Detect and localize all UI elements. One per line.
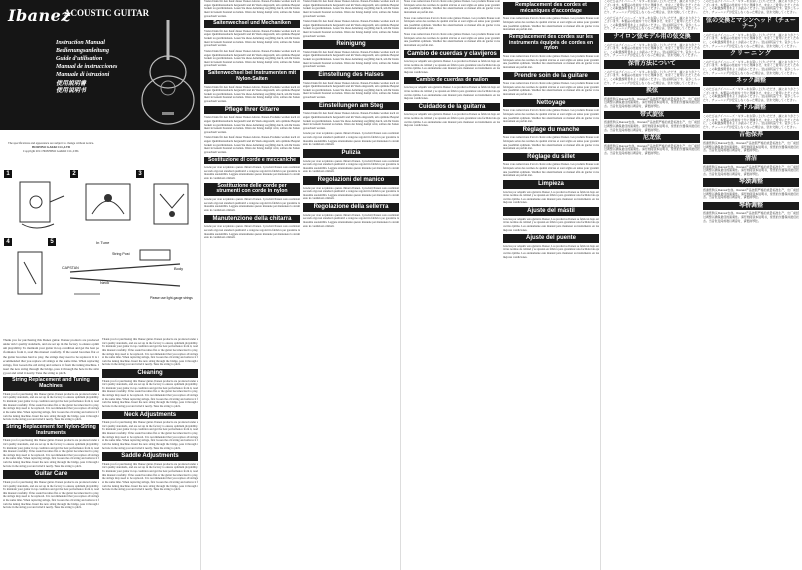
string-winding-figure-icon [82,174,134,234]
title-de: Bedienungsanleitung [56,47,110,54]
section-text: Grazie per aver acquistato questa chitarra Ibanez. I prodotti Ibanez sono realizzati secondo rigorosi standard qualitativi e vengono regolati in fabbrica per garantire la massima suonabilità. Leggete attentamente questo manuale per mantenere lo strumento in condizioni ottimali. [303,212,399,228]
section-heading: Sostituzione delle corde per strumenti con corde in nylon [204,183,300,196]
section-text: このたびはアイバニーズ・ギターをお買い上げいただき、誠にありがとうございます。本製品の性能を十分に発揮させ、末永くご愛用いただくために、この取扱説明書をよくお読みください。弦は消耗品です。音がこもったり、チューニングが安定しなくなった場合は、弦を交換してください。 [703,86,799,102]
section-text: Vielen Dank für den Kauf dieser Ibanez-Gitarre. Ibanez-Produkte werden nach strengen Qualitätsstandards hergestellt und im Werk eingestellt, um optimale Bespielbarkeit zu gewährleisten. Lesen Sie diese Anleitung sorgfältig durch, um Ihr Instrument in bestem Zustand zu halten. Wenn der Klang dumpf wird, sollten die Saiten gewechselt werden. [303,0,399,18]
section-text: このたびはアイバニーズ・ギターをお買い上げいただき、誠にありがとうございます。本製品の性能を十分に発揮させ、末永くご愛用いただくために、この取扱説明書をよくお読みください。弦は消耗品です。音がこもったり、チューニングが安定しなくなった場合は、弦を交換してください。 [703,59,799,75]
section-text: 感谢您购买Ibanez吉他。Ibanez产品按照严格的质量标准生产，出厂前经过调整以确保最佳的演奏性。请仔细阅读本说明书，使您的乐器保持最佳状态。当音色变闷或难以调音时，请更换琴弦。 [703,188,799,200]
guitar-illustration-icon [120,20,200,130]
section-text: Nous vous remercions d'avoir choisi cette guitare Ibanez. Les produits Ibanez sont fabriqués selon des normes de qualité strictes et sont réglés en usine pour garantir une jouabilité optimale. Veuillez lire attentivement ce manuel afin de garder votre instrument en parfait état. [404,0,500,14]
section-heading: 带式旋弦 [604,111,700,120]
section-text: Nous vous remercions d'avoir choisi cette guitare Ibanez. Les produits Ibanez sont fabriqués selon des normes de qualité strictes et sont réglés en usine pour garantir une jouabilité optimale. Veuillez lire attentivement ce manuel afin de garder votre instrument en parfait état. [503,16,599,32]
bridge-pin-figure-icon [148,174,196,234]
manual-titles [56,40,117,95]
section-heading: Prendre soin de la guitare [503,72,599,81]
section-text: Grazie per aver acquistato questa chitarra Ibanez. I prodotti Ibanez sono realizzati secondo rigorosi standard qualitativi e vengono regolati in fabbrica per garantire la massima suonabilità. Leggete attentamente questo manuale per mantenere lo strumento in condizioni ottimali. [204,197,300,213]
section-heading: Cambio de cuerdas de nailon [404,77,500,85]
section-heading: Limpieza [503,180,599,189]
section-heading: 琴桥调整 [703,202,799,211]
section-text: Thank you for purchasing this Ibanez guitar. Ibanez products are produced under strict quality standards, and are set up in the factory to ensure optimum playability. To maintain your guitar in top condition and get the best performance from it, read this manual carefully. If the sound becomes flat or the guitar becomes hard to play, the strings may need to be replaced. It is recommended that you replace all strings at the same time. When replacing strings, first loosen the old string and remove it from the tuning machine. Insert the new string through the bridge, pass it through the hole in the string post and wind it neatly. Tune the string to pitch. [102,420,198,450]
section-text: Nous vous remercions d'avoir choisi cette guitare Ibanez. Les produits Ibanez sont fabriqués selon des normes de qualité strictes et sont réglés en usine pour garantir une jouabilité optimale. Veuillez lire attentivement ce manuel afin de garder votre instrument en parfait état. [503,108,599,124]
title-zh: 使用说明书 [56,87,87,95]
section-text: 感谢您购买Ibanez吉他。Ibanez产品按照严格的质量标准生产，出厂前经过调整以确保最佳的演奏性。请仔细阅读本说明书，使您的乐器保持最佳状态。当音色变闷或难以调音时，请更换琴弦。 [703,164,799,176]
section-text: Nous vous remercions d'avoir choisi cette guitare Ibanez. Les produits Ibanez sont fabriqués selon des normes de qualité strictes et sont réglés en usine pour garantir une jouabilité optimale. Veuillez lire attentivement ce manuel afin de garder votre instrument en parfait état. [503,135,599,151]
german-column-1 [204,0,300,570]
section-text: Vielen Dank für den Kauf dieser Ibanez-Gitarre. Ibanez-Produkte werden nach strengen Qualitätsstandards hergestellt und im Werk eingestellt, um optimale Bespielbarkeit zu gewährleisten. Lesen Sie diese Anleitung sorgfältig durch, um Ihr Instrument in bestem Zustand zu halten. Wenn der Klang dumpf wird, sollten die Saiten gewechselt werden. [303,111,399,130]
section-heading: 保管方法について [604,60,700,69]
section-text: 感谢您购买Ibanez吉他。Ibanez产品按照严格的质量标准生产，出厂前经过调整以确保最佳的演奏性。请仔细阅读本说明书，使您的乐器保持最佳状态。当音色变闷或难以调音时，请更换琴弦。 [703,141,799,153]
english-column-1 [3,338,99,570]
figure-number-3: 3 [136,170,144,178]
panel-english [0,0,200,570]
section-heading: 琴颈调整 [703,178,799,187]
panel-german-italian [200,0,401,570]
section-heading: 尼龙弦 [604,134,700,143]
cover-header [0,0,200,130]
section-text: 感谢您购买Ibanez吉他。Ibanez产品按照严格的质量标准生产，出厂前经过调整以确保最佳的演奏性。请仔细阅读本说明书，使您的乐器保持最佳状态。当音色变闷或难以调音时，请更换琴弦。 [604,120,700,132]
intro-text: Thank you for purchasing this Ibanez guitar. Ibanez products are produced under strict quality standards, and are set up in the factory to ensure optimum playability. To maintain your guitar in top condition and get the best performance from it, read this manual carefully. If the sound becomes flat or the guitar becomes hard to play, the strings may need to be replaced. It is recommended that you replace all strings at the same time. When replacing strings, first loosen the old string and remove it from the tuning machine. Insert the new string through the bridge, pass it through the hole in the string post and wind it neatly. Tune the string to pitch. [3,338,99,376]
label-neck: Neck [100,280,110,285]
section-text: 感谢您购买Ibanez吉他。Ibanez产品按照严格的质量标准生产，出厂前经过调整以确保最佳的演奏性。请仔细阅读本说明书，使您的乐器保持最佳状态。当音色变闷或难以调音时，请更换琴弦。 [604,96,700,109]
title-it: Manuale di istruzioni [56,71,110,78]
section-heading: Guitar Care [3,470,99,479]
section-heading: Réglage du manche [503,126,599,135]
section-text: Vielen Dank für den Kauf dieser Ibanez-Gitarre. Ibanez-Produkte werden nach strengen Qualitätsstandards hergestellt und im Werk eingestellt, um optimale Bespielbarkeit zu gewährleisten. Lesen Sie diese Anleitung sorgfältig durch, um Ihr Instrument in bestem Zustand zu halten. Wenn der Klang dumpf wird, sollten die Saiten gewechselt werden. [204,115,300,134]
section-text: このたびはアイバニーズ・ギターをお買い上げいただき、誠にありがとうございます。本製品の性能を十分に発揮させ、末永くご愛用いただくために、この取扱説明書をよくお読みください。弦は消耗品です。音がこもったり、チューニングが安定しなくなった場合は、弦を交換してください。 [604,0,700,14]
section-heading: Ajuste del mástil [503,207,599,216]
section-heading: Saitenwechsel und Mechaniken [204,20,300,28]
figure-caption: Please use light-gauge strings [150,296,193,300]
section-text: Gracias por adquirir esta guitarra Ibanez. Los productos Ibanez se fabrican bajo estrictas normas de calidad y se ajustan en fábrica para garantizar una facilidad de ejecución óptima. Lea atentamente este manual para mantener su instrumento en las mejores condiciones. [404,85,500,101]
section-text: Grazie per aver acquistato questa chitarra Ibanez. I prodotti Ibanez sono realizzati secondo rigorosi standard qualitativi e vengono regolati in fabbrica per garantire la massima suonabilità. Leggete attentamente questo manuale per mantenere lo strumento in condizioni ottimali. [204,165,300,181]
section-heading: Pulizia [303,149,399,158]
section-text: Vielen Dank für den Kauf dieser Ibanez-Gitarre. Ibanez-Produkte werden nach strengen Qualitätsstandards hergestellt und im Werk eingestellt, um optimale Bespielbarkeit zu gewährleisten. Lesen Sie diese Anleitung sorgfältig durch, um Ihr Instrument in bestem Zustand zu halten. Wenn der Klang dumpf wird, sollten die Saiten gewechselt werden. [303,19,399,38]
section-heading: Regolazioni del manico [303,176,399,185]
section-text: Gracias por adquirir esta guitarra Ibanez. Los productos Ibanez se fabrican bajo estrictas normas de calidad y se ajustan en fábrica para garantizar una facilidad de ejecución óptima. Lea atentamente este manual para mantener su instrumento en las mejores condiciones. [503,243,599,259]
section-heading: Ajuste del puente [503,234,599,243]
section-heading: サドル調整 [703,104,799,113]
section-heading: Réglage du sillet [503,153,599,162]
section-text: Vielen Dank für den Kauf dieser Ibanez-Gitarre. Ibanez-Produkte werden nach strengen Qualitätsstandards hergestellt und im Werk eingestellt, um optimale Bespielbarkeit zu gewährleisten. Lesen Sie diese Anleitung sorgfältig durch, um Ihr Instrument in bestem Zustand zu halten. Wenn der Klang dumpf wird, sollten die Saiten gewechselt werden. [204,0,300,18]
section-text: Thank you for purchasing this Ibanez guitar. Ibanez products are produced under strict quality standards, and are set up in the factory to ensure optimum playability. To maintain your guitar in top condition and get the best performance from it, read this manual carefully. If the sound becomes flat or the guitar becomes hard to play, the strings may need to be replaced. It is recommended that you replace all strings at the same time. When replacing strings, first loosen the old string and remove it from the tuning machine. Insert the new string through the bridge, pass it through the hole in the string post and wind it neatly. Tune the string to pitch. [3,438,99,468]
title-en: Instruction Manual [56,40,105,46]
figure-number-5: 5 [48,238,56,246]
label-body: Body [174,266,184,271]
section-heading: Remplacement des cordes sur les instruments équipés de cordes en nylon [503,34,599,53]
figure-number-2: 2 [70,170,78,178]
section-text: 感谢您购买Ibanez吉他。Ibanez产品按照严格的质量标准生产，出厂前经过调整以确保最佳的演奏性。请仔细阅读本说明书，使您的乐器保持最佳状态。当音色变闷或难以调音时，请更换琴弦。 [703,211,799,223]
section-text: Gracias por adquirir esta guitarra Ibanez. Los productos Ibanez se fabrican bajo estrictas normas de calidad y se ajustan en fábrica para garantizar una facilidad de ejecución óptima. Lea atentamente este manual para mantener su instrumento en las mejores condiciones. [404,59,500,74]
section-text: Vielen Dank für den Kauf dieser Ibanez-Gitarre. Ibanez-Produkte werden nach strengen Qualitätsstandards hergestellt und im Werk eingestellt, um optimale Bespielbarkeit zu gewährleisten. Lesen Sie diese Anleitung sorgfältig durch, um Ihr Instrument in bestem Zustand zu halten. Wenn der Klang dumpf wird, sollten die Saiten gewechselt werden. [204,28,300,48]
company-name: HOSHINO GAKKI CO.,LTD [31,144,71,149]
section-heading: 清洁 [703,155,799,164]
figure-panel [0,168,200,306]
section-text: Grazie per aver acquistato questa chitarra Ibanez. I prodotti Ibanez sono realizzati secondo rigorosi standard qualitativi e vengono regolati in fabbrica per garantire la massima suonabilità. Leggete attentamente questo manuale per mantenere lo strumento in condizioni ottimali. [303,158,399,174]
section-text: Vielen Dank für den Kauf dieser Ibanez-Gitarre. Ibanez-Produkte werden nach strengen Qualitätsstandards hergestellt und im Werk eingestellt, um optimale Bespielbarkeit zu gewährleisten. Lesen Sie diese Anleitung sorgfältig durch, um Ihr Instrument in bestem Zustand zu halten. Wenn der Klang dumpf wird, sollten die Saiten gewechselt werden. [204,135,300,154]
legal-line-1: The specifications and appearance are subject to change without notice. [8,141,94,145]
section-heading: Sostituzione di corde e meccaniche [204,157,300,165]
section-heading: Pflege Ihrer Gitarre [204,106,300,115]
section-text: 感谢您购买Ibanez吉他。Ibanez产品按照严格的质量标准生产，出厂前经过调整以确保最佳的演奏性。请仔细阅读本说明书，使您的乐器保持最佳状态。当音色变闷或难以调音时，请更换琴弦。 [604,143,700,155]
french-column-2 [503,0,599,570]
panel-japanese-chinese [600,0,802,570]
section-text: Grazie per aver acquistato questa chitarra Ibanez. I prodotti Ibanez sono realizzati secondo rigorosi standard qualitativi e vengono regolati in fabbrica per garantire la massima suonabilità. Leggete attentamente questo manuale per mantenere lo strumento in condizioni ottimali. [303,185,399,201]
english-column-2 [102,338,198,570]
section-heading: Regolazione della sellетта [303,203,399,212]
section-text: Nous vous remercions d'avoir choisi cette guitare Ibanez. Les produits Ibanez sont fabriqués selon des normes de qualité strictes et sont réglés en usine pour garantir une jouabilité optimale. Veuillez lire attentivement ce manuel afin de garder votre instrument en parfait état. [503,81,599,97]
section-text: Vielen Dank für den Kauf dieser Ibanez-Gitarre. Ibanez-Produkte werden nach strengen Qualitätsstandards hergestellt und im Werk eingestellt, um optimale Bespielbarkeit zu gewährleisten. Lesen Sie diese Anleitung sorgfältig durch, um Ihr Instrument in bestem Zustand zu halten. Wenn der Klang dumpf wird, sollten die Saiten gewechselt werden. [303,80,399,100]
title-fr: Guide d'utilisation [56,55,103,62]
section-heading: Manutenzione della chitarra [204,215,300,224]
pin-removal-figure-icon [14,244,46,302]
section-heading: Reinigung [303,40,399,49]
section-heading: Saddle Adjustments [102,452,198,461]
section-text: Grazie per aver acquistato questa chitarra Ibanez. I prodotti Ibanez sono realizzati secondo rigorosi standard qualitativi e vengono regolati in fabbrica per garantire la massima suonabilità. Leggete attentamente questo manuale per mantenere lo strumento in condizioni ottimali. [303,131,399,147]
section-text: Gracias por adquirir esta guitarra Ibanez. Los productos Ibanez se fabrican bajo estrictas normas de calidad y se ajustan en fábrica para garantizar una facilidad de ejecución óptima. Lea atentamente este manual para mantener su instrumento en las mejores condiciones. [404,112,500,128]
section-heading: クリーニング [703,50,799,59]
product-title: ACOUSTIC GUITAR [64,8,150,18]
section-heading: Neck Adjustments [102,411,198,420]
label-capstan: CAPSTAN [62,266,79,270]
section-heading: Cuidados de la guitarra [404,103,500,112]
section-heading: Einstellung des Halses [303,71,399,80]
section-heading: String Replacement for Nylon-String Instruments [3,424,99,437]
section-heading: String Replacement and Tuning Machines [3,377,99,390]
section-text: このたびはアイバニーズ・ギターをお買い上げいただき、誠にありがとうございます。本製品の性能を十分に発揮させ、末永くご愛用いただくために、この取扱説明書をよくお読みください。弦は消耗品です。音がこもったり、チューニングが安定しなくなった場合は、弦を交換してください。 [703,32,799,48]
section-text: このたびはアイバニーズ・ギターをお買い上げいただき、誠にありがとうございます。本製品の性能を十分に発揮させ、末永くご愛用いただくために、この取扱説明書をよくお読みください。弦は消耗品です。音がこもったり、チューニングが安定しなくなった場合は、弦を交換してください。 [703,113,799,129]
section-text: Thank you for purchasing this Ibanez guitar. Ibanez products are produced under strict quality standards, and are set up in the factory to ensure optimum playability. To maintain your guitar in top condition and get the best performance from it, read this manual carefully. If the sound becomes flat or the guitar becomes hard to play, the strings may need to be replaced. It is recommended that you replace all strings at the same time. When replacing strings, first loosen the old string and remove it from the tuning machine. Insert the new string through the bridge, pass it through the hole in the string post and wind it neatly. Tune the string to pitch. [102,338,198,367]
section-text: Vielen Dank für den Kauf dieser Ibanez-Gitarre. Ibanez-Produkte werden nach strengen Qualitätsstandards hergestellt und im Werk eingestellt, um optimale Bespielbarkeit zu gewährleisten. Lesen Sie diese Anleitung sorgfältig durch, um Ihr Instrument in bestem Zustand zu halten. Wenn der Klang dumpf wird, sollten die Saiten gewechselt werden. [303,49,399,69]
section-text: Thank you for purchasing this Ibanez guitar. Ibanez products are produced under strict quality standards, and are set up in the factory to ensure optimum playability. To maintain your guitar in top condition and get the best performance from it, read this manual carefully. If the sound becomes flat or the guitar becomes hard to play, the strings may need to be replaced. It is recommended that you replace all strings at the same time. When replacing strings, first loosen the old string and remove it from the tuning machine. Insert the new string through the bridge, pass it through the hole in the string post and wind it neatly. Tune the string to pitch. [3,391,99,422]
japanese-column-2 [703,0,799,570]
section-text: Thank you for purchasing this Ibanez guitar. Ibanez products are produced under strict quality standards, and are set up in the factory to ensure optimum playability. To maintain your guitar in top condition and get the best performance from it, read this manual carefully. If the sound becomes flat or the guitar becomes hard to play, the strings may need to be replaced. It is recommended that you replace all strings at the same time. When replacing strings, first loosen the old string and remove it from the tuning machine. Insert the new string through the bridge, pass it through the hole in the string post and wind it neatly. Tune the string to pitch. [102,378,198,408]
section-heading: Einstellungen am Steg [303,102,399,111]
english-text-area [0,338,200,570]
section-heading: Saitenwechsel bei Instrumenten mit Nylon-Saiten [204,70,300,83]
section-heading: Nettoyage [503,99,599,108]
section-heading: 弦の交換とマシンヘッド（チューナー） [703,17,799,32]
title-ja: 使用説明書 [56,79,87,87]
panel-french-spanish [400,0,601,570]
section-heading: Cambio de cuerdas y clavijeros [404,50,500,59]
legal-info [3,142,99,154]
japanese-column-1 [604,0,700,570]
section-text: Nous vous remercions d'avoir choisi cette guitare Ibanez. Les produits Ibanez sont fabriqués selon des normes de qualité strictes et sont réglés en usine pour garantir une jouabilité optimale. Veuillez lire attentivement ce manuel afin de garder votre instrument en parfait état. [404,15,500,31]
section-text: Nous vous remercions d'avoir choisi cette guitare Ibanez. Les produits Ibanez sont fabriqués selon des normes de qualité strictes et sont réglés en usine pour garantir une jouabilité optimale. Veuillez lire attentivement ce manuel afin de garder votre instrument en parfait état. [503,162,599,178]
section-heading: ネック調整 [703,77,799,86]
figure-number-1: 1 [4,170,12,178]
section-text: Grazie per aver acquistato questa chitarra Ibanez. I prodotti Ibanez sono realizzati secondo rigorosi standard qualitativi e vengono regolati in fabbrica per garantire la massima suonabilità. Leggete attentamente questo manuale per mantenere lo strumento in condizioni ottimali. [204,224,300,240]
section-heading: 吉他保养 [703,131,799,140]
title-es: Manual de instrucciones [56,63,118,70]
section-heading: ナイロン弦モデル用の弦交換 [604,33,700,42]
section-text: Nous vous remercions d'avoir choisi cette guitare Ibanez. Les produits Ibanez sont fabriqués selon des normes de qualité strictes et sont réglés en usine pour garantir une jouabilité optimale. Veuillez lire attentivement ce manuel afin de garder votre instrument en parfait état. [503,54,599,69]
label-string-post: String Post [112,252,130,256]
section-text: Thank you for purchasing this Ibanez guitar. Ibanez products are produced under strict quality standards, and are set up in the factory to ensure optimum playability. To maintain your guitar in top condition and get the best performance from it, read this manual carefully. If the sound becomes flat or the guitar becomes hard to play, the strings may need to be replaced. It is recommended that you replace all strings at the same time. When replacing strings, first loosen the old string and remove it from the tuning machine. Insert the new string through the bridge, pass it through the hole in the string post and wind it neatly. Tune the string to pitch. [102,461,198,492]
section-text: このたびはアイバニーズ・ギターをお買い上げいただき、誠にありがとうございます。本製品の性能を十分に発揮させ、末永くご愛用いただくために、この取扱説明書をよくお読みください。弦は消耗品です。音がこもったり、チューニングが安定しなくなった場合は、弦を交換してください。 [604,15,700,31]
label-in-tune: In Tune [96,240,110,245]
copyright: Copyright 2011 HOSHINO GAKKI CO.,LTD. [22,148,80,153]
section-text: このたびはアイバニーズ・ギターをお買い上げいただき、誠にありがとうございます。本製品の性能を十分に発揮させ、末永くご愛用いただくために、この取扱説明書をよくお読みください。弦は消耗品です。音がこもったり、チューニングが安定しなくなった場合は、弦を交換してください。 [703,0,799,14]
section-text: Thank you for purchasing this Ibanez guitar. Ibanez products are produced under strict quality standards, and are set up in the factory to ensure optimum playability. To maintain your guitar in top condition and get the best performance from it, read this manual carefully. If the sound becomes flat or the guitar becomes hard to play, the strings may need to be replaced. It is recommended that you replace all strings at the same time. When replacing strings, first loosen the old string and remove it from the tuning machine. Insert the new string through the bridge, pass it through the hole in the string post and wind it neatly. Tune the string to pitch. [3,479,99,510]
german-column-2 [303,0,399,570]
figure-number-4: 4 [4,238,12,246]
section-heading: Remplacement des cordes et mécaniques d'accordage [503,2,599,15]
tuning-peg-figure-icon [14,174,68,234]
section-text: Gracias por adquirir esta guitarra Ibanez. Los productos Ibanez se fabrican bajo estrictas normas de calidad y se ajustan en fábrica para garantizar una facilidad de ejecución óptima. Lea atentamente este manual para mantener su instrumento en las mejores condiciones. [503,189,599,205]
section-heading: Cleaning [102,369,198,378]
section-text: Vielen Dank für den Kauf dieser Ibanez-Gitarre. Ibanez-Produkte werden nach strengen Qualitätsstandards hergestellt und im Werk eingestellt, um optimale Bespielbarkeit zu gewährleisten. Lesen Sie diese Anleitung sorgfältig durch, um Ihr Instrument in bestem Zustand zu halten. Wenn der Klang dumpf wird, sollten die Saiten gewechselt werden. [204,48,300,68]
section-text: Vielen Dank für den Kauf dieser Ibanez-Gitarre. Ibanez-Produkte werden nach strengen Qualitätsstandards hergestellt und im Werk eingestellt, um optimale Bespielbarkeit zu gewährleisten. Lesen Sie diese Anleitung sorgfältig durch, um Ihr Instrument in bestem Zustand zu halten. Wenn der Klang dumpf wird, sollten die Saiten gewechselt werden. [204,84,300,104]
section-text: Gracias por adquirir esta guitarra Ibanez. Los productos Ibanez se fabrican bajo estrictas normas de calidad y se ajustan en fábrica para garantizar una facilidad de ejecución óptima. Lea atentamente este manual para mantener su instrumento en las mejores condiciones. [503,216,599,232]
section-text: Nous vous remercions d'avoir choisi cette guitare Ibanez. Les produits Ibanez sont fabriqués selon des normes de qualité strictes et sont réglés en usine pour garantir une jouabilité optimale. Veuillez lire attentivement ce manuel afin de garder votre instrument en parfait état. [404,32,500,47]
section-text: このたびはアイバニーズ・ギターをお買い上げいただき、誠にありがとうございます。本製品の性能を十分に発揮させ、末永くご愛用いただくために、この取扱説明書をよくお読みください。弦は消耗品です。音がこもったり、チューニングが安定しなくなった場合は、弦を交換してください。 [604,42,700,58]
section-text: このたびはアイバニーズ・ギターをお買い上げいただき、誠にありがとうございます。本製品の性能を十分に発揮させ、末永くご愛用いただくために、この取扱説明書をよくお読みください。弦は消耗品です。音がこもったり、チューニングが安定しなくなった場合は、弦を交換してください。 [604,69,700,85]
french-column-1 [404,0,500,570]
section-heading: 换弦 [604,87,700,96]
brand-logo: Ibanez [8,6,71,25]
